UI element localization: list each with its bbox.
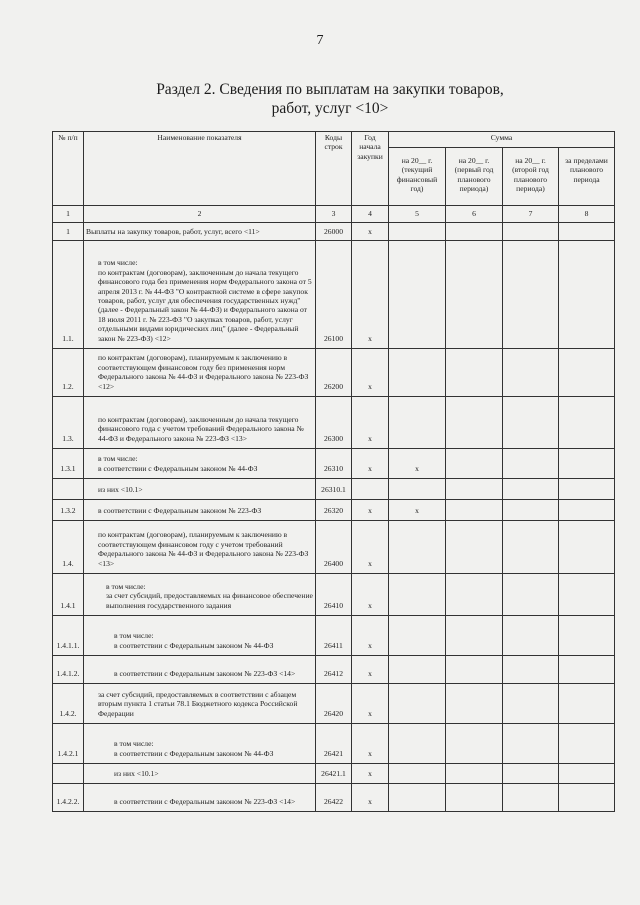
header-sum-second-plan-year: на 20__ г. (второй год планового периода) bbox=[503, 148, 559, 206]
row-code: 26421 bbox=[316, 724, 352, 764]
row-sum bbox=[389, 397, 446, 449]
row-sum bbox=[503, 784, 559, 812]
row-year: x bbox=[352, 449, 389, 479]
row-name: Выплаты на закупку товаров, работ, услуг, всего <11> bbox=[84, 223, 316, 241]
row-code: 26200 bbox=[316, 349, 352, 397]
row-name: в том числе: в соответствии с Федеральным законом № 44-ФЗ bbox=[84, 616, 316, 656]
header-year: Год начала закупки bbox=[352, 132, 389, 206]
row-sum bbox=[503, 616, 559, 656]
row-year: x bbox=[352, 616, 389, 656]
col-number: 2 bbox=[84, 206, 316, 223]
column-numbers-row bbox=[53, 206, 615, 223]
row-name: в том числе: за счет субсидий, предоставляемых на финансовое обеспечение выполнения государственного задания bbox=[84, 574, 316, 616]
row-num: 1.3. bbox=[53, 397, 84, 449]
header-code: Коды строк bbox=[316, 132, 352, 206]
row-sum bbox=[559, 764, 615, 784]
row-sum bbox=[503, 241, 559, 349]
row-year: x bbox=[352, 574, 389, 616]
col-number: 1 bbox=[53, 206, 84, 223]
row-sum bbox=[503, 349, 559, 397]
row-sum bbox=[446, 574, 503, 616]
row-name: в том числе: в соответствии с Федеральным законом № 44-ФЗ bbox=[84, 724, 316, 764]
row-code: 26320 bbox=[316, 500, 352, 521]
row-num: 1 bbox=[53, 223, 84, 241]
col-number: 3 bbox=[316, 206, 352, 223]
row-sum bbox=[446, 656, 503, 684]
section-title bbox=[150, 80, 510, 118]
row-name: в том числе: по контрактам (договорам), заключенным до начала текущего финансового года без применения норм Федерального закона от 5 апреля 2013 г. № 44-ФЗ "О контрактной системе в сфере закупок товаров, работ, услуг для обеспечения государственных нужд" (далее - Федеральный закон № 44-ФЗ) и Федерального закона от 18 июля 2011 г. № 223-ФЗ "О закупках товаров, работ, услуг отдельными видами юридических лиц" (далее - Федеральный закон № 223-ФЗ) <12> bbox=[84, 241, 316, 349]
row-sum bbox=[446, 684, 503, 724]
row-sum bbox=[503, 724, 559, 764]
row-year: x bbox=[352, 223, 389, 241]
table-row bbox=[53, 223, 615, 241]
row-code: 26421.1 bbox=[316, 764, 352, 784]
row-code: 26300 bbox=[316, 397, 352, 449]
row-sum bbox=[389, 349, 446, 397]
row-name: в том числе: в соответствии с Федеральным законом № 44-ФЗ bbox=[84, 449, 316, 479]
row-code: 26411 bbox=[316, 616, 352, 656]
table-row bbox=[53, 449, 615, 479]
table-row bbox=[53, 784, 615, 812]
row-name: из них <10.1> bbox=[84, 764, 316, 784]
row-year: x bbox=[352, 656, 389, 684]
col-number: 5 bbox=[389, 206, 446, 223]
expenses-table bbox=[52, 131, 615, 812]
header-sum-first-plan-year: на 20__ г. (первый год планового периода) bbox=[446, 148, 503, 206]
row-name: в соответствии с Федеральным законом № 223-ФЗ bbox=[84, 500, 316, 521]
row-num bbox=[53, 764, 84, 784]
table-row bbox=[53, 656, 615, 684]
row-sum bbox=[389, 479, 446, 500]
table-row bbox=[53, 724, 615, 764]
row-sum bbox=[503, 656, 559, 684]
table-row bbox=[53, 397, 615, 449]
row-sum bbox=[559, 656, 615, 684]
row-sum bbox=[389, 616, 446, 656]
row-sum bbox=[446, 449, 503, 479]
row-sum bbox=[503, 684, 559, 724]
row-sum bbox=[446, 479, 503, 500]
col-number: 4 bbox=[352, 206, 389, 223]
row-sum bbox=[389, 574, 446, 616]
row-name: за счет субсидий, предоставляемых в соответствии с абзацем вторым пункта 1 статьи 78.1 Бюджетного кодекса Российской Федерации bbox=[84, 684, 316, 724]
row-num: 1.4.1.2. bbox=[53, 656, 84, 684]
row-sum: x bbox=[389, 500, 446, 521]
row-num: 1.1. bbox=[53, 241, 84, 349]
row-sum bbox=[503, 764, 559, 784]
row-code: 26420 bbox=[316, 684, 352, 724]
row-num: 1.4.2. bbox=[53, 684, 84, 724]
row-year: x bbox=[352, 784, 389, 812]
row-sum bbox=[503, 574, 559, 616]
table-row bbox=[53, 349, 615, 397]
table-row bbox=[53, 500, 615, 521]
row-num: 1.4. bbox=[53, 521, 84, 574]
row-code: 26412 bbox=[316, 656, 352, 684]
row-year: x bbox=[352, 764, 389, 784]
row-sum bbox=[389, 684, 446, 724]
row-sum bbox=[446, 241, 503, 349]
row-code: 26422 bbox=[316, 784, 352, 812]
table-row bbox=[53, 479, 615, 500]
row-sum: x bbox=[389, 449, 446, 479]
row-sum bbox=[559, 241, 615, 349]
row-sum bbox=[446, 764, 503, 784]
row-year: x bbox=[352, 241, 389, 349]
row-sum bbox=[446, 521, 503, 574]
row-sum bbox=[559, 449, 615, 479]
row-name: в соответствии с Федеральным законом № 223-ФЗ <14> bbox=[84, 656, 316, 684]
table-row bbox=[53, 521, 615, 574]
col-number: 7 bbox=[503, 206, 559, 223]
row-name: из них <10.1> bbox=[84, 479, 316, 500]
row-sum bbox=[559, 349, 615, 397]
row-sum bbox=[446, 500, 503, 521]
row-year: x bbox=[352, 684, 389, 724]
row-sum bbox=[446, 784, 503, 812]
row-sum bbox=[446, 724, 503, 764]
row-sum bbox=[559, 684, 615, 724]
table-row bbox=[53, 684, 615, 724]
row-num: 1.4.2.1 bbox=[53, 724, 84, 764]
row-num: 1.4.1.1. bbox=[53, 616, 84, 656]
row-sum bbox=[559, 574, 615, 616]
row-sum bbox=[389, 241, 446, 349]
header-sum-current-year: на 20__ г. (текущий финансовый год) bbox=[389, 148, 446, 206]
row-sum bbox=[559, 223, 615, 241]
row-sum bbox=[389, 521, 446, 574]
row-name: по контрактам (договорам), планируемым к заключению в соответствующем финансовом году без применения норм Федерального закона № 44-ФЗ и Федерального закона № 223-ФЗ <12> bbox=[84, 349, 316, 397]
row-year bbox=[352, 479, 389, 500]
row-year: x bbox=[352, 500, 389, 521]
row-year: x bbox=[352, 349, 389, 397]
table-row bbox=[53, 241, 615, 349]
col-number: 6 bbox=[446, 206, 503, 223]
row-sum bbox=[559, 784, 615, 812]
row-year: x bbox=[352, 521, 389, 574]
row-sum bbox=[389, 784, 446, 812]
row-sum bbox=[559, 479, 615, 500]
row-name: по контрактам (договорам), заключенным до начала текущего финансового года с учетом требований Федерального закона № 44-ФЗ и Федерального закона № 223-ФЗ <13> bbox=[84, 397, 316, 449]
section-title-line2: работ, услуг <10> bbox=[271, 100, 389, 117]
row-code: 26310.1 bbox=[316, 479, 352, 500]
row-sum bbox=[446, 616, 503, 656]
row-code: 26100 bbox=[316, 241, 352, 349]
col-number: 8 bbox=[559, 206, 615, 223]
row-sum bbox=[559, 500, 615, 521]
row-num: 1.2. bbox=[53, 349, 84, 397]
table-row bbox=[53, 616, 615, 656]
row-sum bbox=[503, 449, 559, 479]
row-num bbox=[53, 479, 84, 500]
row-sum bbox=[559, 397, 615, 449]
row-sum bbox=[389, 724, 446, 764]
table-header-row bbox=[53, 132, 615, 148]
row-num: 1.3.2 bbox=[53, 500, 84, 521]
header-sum-beyond-plan: за пределами планового периода bbox=[559, 148, 615, 206]
row-num: 1.4.1 bbox=[53, 574, 84, 616]
row-year: x bbox=[352, 724, 389, 764]
row-sum bbox=[446, 349, 503, 397]
row-num: 1.4.2.2. bbox=[53, 784, 84, 812]
row-sum bbox=[503, 500, 559, 521]
row-num: 1.3.1 bbox=[53, 449, 84, 479]
section-title-line1: Раздел 2. Сведения по выплатам на закупки товаров, bbox=[156, 81, 504, 98]
row-sum bbox=[503, 479, 559, 500]
row-sum bbox=[446, 397, 503, 449]
row-sum bbox=[559, 616, 615, 656]
row-sum bbox=[389, 656, 446, 684]
row-sum bbox=[503, 521, 559, 574]
row-sum bbox=[389, 223, 446, 241]
header-num: № п/п bbox=[53, 132, 84, 206]
row-sum bbox=[559, 724, 615, 764]
row-name: по контрактам (договорам), планируемым к заключению в соответствующем финансовом году с учетом требований Федерального закона № 44-ФЗ и Федерального закона № 223-ФЗ <13> bbox=[84, 521, 316, 574]
header-name: Наименование показателя bbox=[84, 132, 316, 206]
table-row bbox=[53, 764, 615, 784]
row-code: 26400 bbox=[316, 521, 352, 574]
page-number: 7 bbox=[316, 33, 324, 48]
row-code: 26310 bbox=[316, 449, 352, 479]
row-sum bbox=[503, 223, 559, 241]
row-sum bbox=[446, 223, 503, 241]
row-code: 26000 bbox=[316, 223, 352, 241]
row-sum bbox=[503, 397, 559, 449]
row-name: в соответствии с Федеральным законом № 223-ФЗ <14> bbox=[84, 784, 316, 812]
row-code: 26410 bbox=[316, 574, 352, 616]
header-sum: Сумма bbox=[389, 132, 615, 148]
table-row bbox=[53, 574, 615, 616]
row-year: x bbox=[352, 397, 389, 449]
row-sum bbox=[389, 764, 446, 784]
row-sum bbox=[559, 521, 615, 574]
